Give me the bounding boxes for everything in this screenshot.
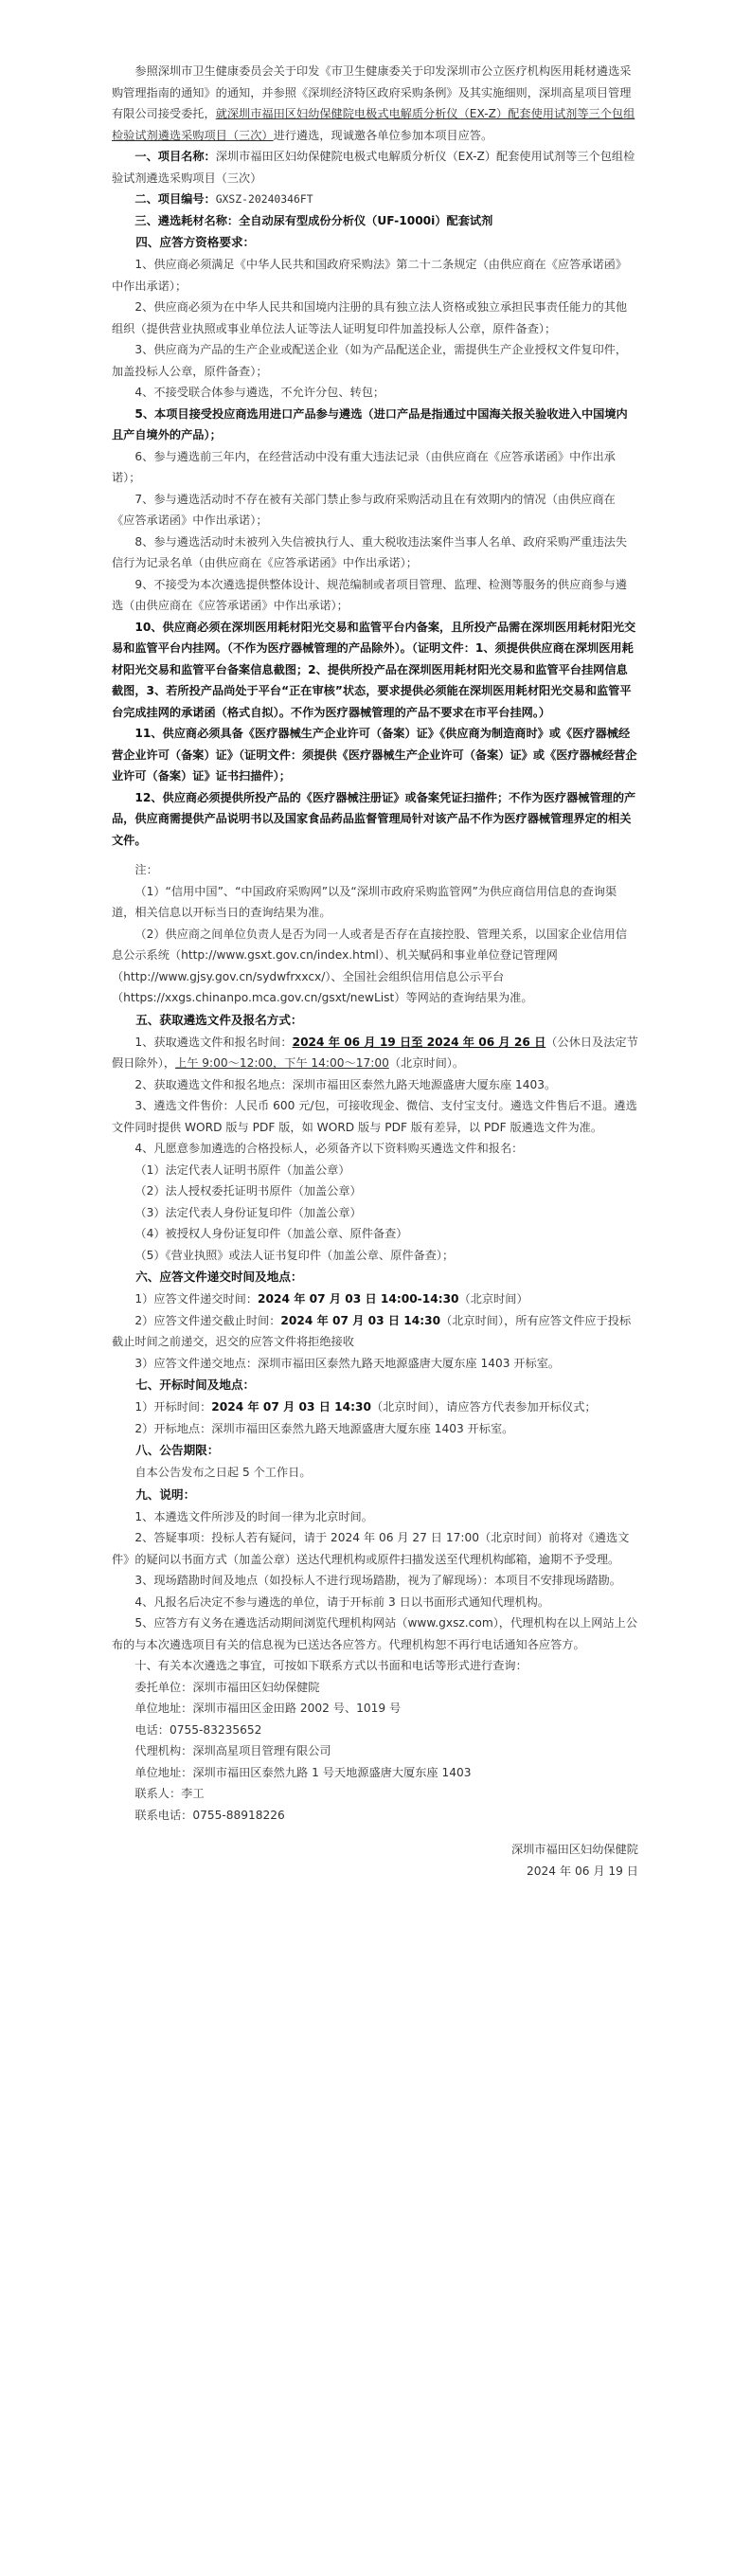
section-contact-title: 十、有关本次遴选之事宜，可按如下联系方式以书面和电话等形式进行查询：: [134, 1659, 527, 1672]
contact-line: 联系人：李工: [134, 1787, 205, 1800]
contact-line: 代理机构：深圳高星项目管理有限公司: [134, 1744, 331, 1757]
contact-line: 电话：0755-83235652: [134, 1722, 262, 1737]
note-label: 注：: [134, 863, 158, 876]
section-project-name: 一、项目名称：深圳市福田区妇幼保健院电极式电解质分析仪（EX-Z）配套使用试剂等三个包组检验试剂遴选采购项目（三次）: [112, 150, 635, 185]
qualification-item: 6、参与遴选前三年内，在经营活动中没有重大违法记录（由供应商在《应答承诺函》中作出承诺）；: [112, 449, 616, 484]
notes-item: 5、应答方有义务在遴选活动期间浏览代理机构网站（www.gxsz.com），代理机构在以上网站上公布的与本次遴选项目有关的信息视为已送达各应答方。代理机构恕不再行电话通知各应答方。: [112, 1616, 638, 1651]
submission-place: 3）应答文件递交地点：深圳市福田区泰然九路天地源盛唐大厦东座 1403 开标室。: [134, 1356, 561, 1370]
contact-line: 单位地址：深圳市福田区泰然九路 1 号天地源盛唐大厦东座 1403: [134, 1765, 472, 1779]
contact-line: 联系电话：0755-88918226: [134, 1808, 285, 1822]
qualification-item: 2、供应商必须为在中华人民共和国境内注册的具有独立法人资格或独立承担民事责任能力的其他组织（提供营业执照或事业单位法人证等法人证明复印件加盖投标人公章，原件备查）；: [112, 300, 628, 335]
qualification-item: 7、参与遴选活动时不存在被有关部门禁止参与政府采购活动且在有效期内的情况（由供应商在《应答承诺函》中作出承诺）；: [112, 492, 616, 527]
qualification-item: 3、供应商为产品的生产企业或配送企业（如为产品配送企业，需提供生产企业授权文件复印件，加盖投标人公章，原件备查）；: [112, 343, 628, 378]
qualification-item-bold: 12、供应商必须提供所投产品的《医疗器械注册证》或备案凭证扫描件；不作为医疗器械管理的产品，供应商需提供产品说明书以及国家食品药品监督管理局针对该产品不作为医疗器械管理界定的相关文件。: [112, 790, 636, 847]
contact-line: 单位地址：深圳市福田区金田路 2002 号、1019 号: [134, 1702, 402, 1715]
footer-organization: 深圳市福田区妇幼保健院: [510, 1843, 638, 1856]
submission-time: 1）应答文件递交时间：2024 年 07 月 03 日 14:00-14:30（北京时间）: [134, 1292, 528, 1306]
notes-item: 4、凡报名后决定不参与遴选的单位，请于开标前 3 日以书面形式通知代理机构。: [134, 1594, 550, 1609]
notes-item: 1、本遴选文件所涉及的时间一律为北京时间。: [134, 1509, 373, 1523]
notes-item: 2、答疑事项：投标人若有疑问，请于 2024 年 06 月 27 日 17:00（北京时间）前将对《遴选文件》的疑问以书面方式（加盖公章）送达代理机构或原件扫描发送至代理机构邮箱，逾期不予受理。: [112, 1531, 630, 1566]
contact-line: 委托单位：深圳市福田区妇幼保健院: [134, 1680, 320, 1694]
section-project-number: 二、项目编号：GXSZ-20240346FT: [134, 192, 313, 206]
obtain-requirements: 4、凡愿意参加遴选的合格投标人，必须备齐以下资料购买遴选文件和报名：: [134, 1142, 524, 1155]
notes-item: 3、现场踏勘时间及地点（如投标人不进行现场踏勘，视为了解现场）：本项目不安排现场踏勘。: [134, 1574, 621, 1587]
intro-paragraph: 参照深圳市卫生健康委员会关于印发《市卫生健康委关于印发深圳市公立医疗机构医用耗材遴选采购管理指南的通知》的通知，并参照《深圳经济特区政府采购条例》及其实施细则，深圳高星项目管理有限公司接受委托，就深圳市福田区妇幼保健院电极式电解质分析仪（EX-Z）配套使用试剂等三个包组检验试剂遴选采购项目（三次）进行遴选，现诚邀各单位参加本项目应答。: [112, 64, 635, 142]
project-underlined: 就深圳市福田区妇幼保健院电极式电解质分析仪（EX-Z）配套使用试剂等三个包组检验试剂遴选采购项目（三次）: [112, 107, 635, 142]
qualification-item: 4、不接受联合体参与遴选，不允许分包、转包；: [134, 386, 385, 399]
note-item: （1）“信用中国”、“中国政府采购网”以及“深圳市政府采购监管网”为供应商信用信息的查询渠道，相关信息以开标当日的查询结果为准。: [112, 884, 617, 919]
qualification-item: 1、供应商必须满足《中华人民共和国政府采购法》第二十二条规定（由供应商在《应答承诺函》中作出承诺）；: [112, 258, 628, 293]
qualification-item: 9、不接受为本次遴选提供整体设计、规范编制或者项目管理、监理、检测等服务的供应商参与遴选（由供应商在《应答承诺函》中作出承诺）；: [112, 577, 628, 612]
section-consumable-name: 三、遴选耗材名称：全自动尿有型成份分析仪（UF-1000i）配套试剂: [134, 213, 493, 227]
opening-time: 1）开标时间：2024 年 07 月 03 日 14:30（北京时间），请应答方代表参加开标仪式；: [134, 1400, 597, 1414]
qualification-item: 5、本项目接受投应商选用进口产品参与遴选（进口产品是指通过中国海关报关验收进入中国境内且产自境外的产品）；: [112, 406, 628, 441]
section-obtain-title: 五、获取遴选文件及报名方式：: [135, 1012, 303, 1027]
required-doc: （3）法定代表人身份证复印件（加盖公章）: [134, 1205, 362, 1219]
section-qualification-title: 四、应答方资格要求：: [135, 235, 256, 249]
section-opening-title: 七、开标时间及地点：: [135, 1378, 256, 1392]
required-doc: （4）被授权人身份证复印件（加盖公章、原件备查）: [134, 1227, 408, 1240]
required-doc: （1）法定代表人证明书原件（加盖公章）: [134, 1162, 350, 1177]
obtain-price: 3、遴选文件售价：人民币 600 元/包，可接收现金、微信、支付宝支付。遴选文件售后不退。遴选文件同时提供 WORD 版与 PDF 版，如 WORD 版与 PDF 版有差异，以 PDF 版遴选文件为准。: [112, 1099, 637, 1134]
period-text: 自本公告发布之日起 5 个工作日。: [134, 1466, 312, 1479]
section-submission-title: 六、应答文件递交时间及地点：: [135, 1270, 303, 1284]
section-notes-title: 九、说明：: [135, 1486, 196, 1502]
qualification-item: 8、参与遴选活动时未被列入失信被执行人、重大税收违法案件当事人名单、政府采购严重违法失信行为记录名单（由供应商在《应答承诺函》中作出承诺）；: [112, 534, 628, 569]
obtain-time: 1、获取遴选文件和报名时间：2024 年 06 月 19 日至 2024 年 06 月 26 日（公休日及法定节假日除外），上午 9:00～12:00，下午 14:00～17:00（北京时间）。: [112, 1035, 638, 1070]
qualification-item-bold: 10、供应商必须在深圳医用耗材阳光交易和监管平台内备案，且所投产品需在深圳医用耗材阳光交易和监管平台内挂网。（不作为医疗器械管理的产品除外）。（证明文件：1、须提供供应商在深圳医用耗材阳光交易和监管平台备案信息截图；2、提供所投产品在深圳医用耗材阳光交易和监管平台挂网信息截图，3、若所投产品尚处于平台“正在审核”状态，要求提供必须能在深圳医用耗材阳光交易和监管平台完成挂网的承诺函（格式自拟）。不作为医疗器械管理的产品不要求在市平台挂网。）: [112, 620, 636, 719]
opening-place: 2）开标地点：深圳市福田区泰然九路天地源盛唐大厦东座 1403 开标室。: [134, 1421, 514, 1435]
required-doc: （5）《营业执照》或法人证书复印件（加盖公章、原件备查）；: [134, 1248, 455, 1262]
qualification-item-bold: 11、供应商必须具备《医疗器械生产企业许可（备案）证》《供应商为制造商时》或《医疗器械经营企业许可（备案）证》（证明文件：须提供《医疗器械生产企业许可（备案）证》或《医疗器械经营企业许可（备案）证》证书扫描件）；: [112, 727, 637, 783]
note-item: （2）供应商之间单位负责人是否为同一人或者是否存在直接控股、管理关系，以国家企业信用信息公示系统（http://www.gsxt.gov.cn/index.html）、机关赋码和事业单位登记管理网（http://www.gjsy.gov.cn/sydwfrxxcx/）、全国社会组织信用信息公示平台（https://xxgs.chinanpo.mca.gov.cn/gsxt/newList）等网站的查询结果为准。: [112, 927, 628, 1004]
obtain-place: 2、获取遴选文件和报名地点：深圳市福田区泰然九路天地源盛唐大厦东座 1403。: [134, 1077, 557, 1091]
announcement-document: [112, 61, 638, 2562]
footer-date: 2024 年 06 月 19 日: [527, 1864, 638, 1878]
section-period-title: 八、公告期限：: [135, 1443, 220, 1457]
submission-deadline: 2）应答文件递交截止时间：2024 年 07 月 03 日 14:30（北京时间），所有应答文件应于投标截止时间之前递交，迟交的应答文件将拒绝接收: [112, 1313, 632, 1348]
required-doc: （2）法人授权委托证明书原件（加盖公章）: [134, 1184, 362, 1198]
